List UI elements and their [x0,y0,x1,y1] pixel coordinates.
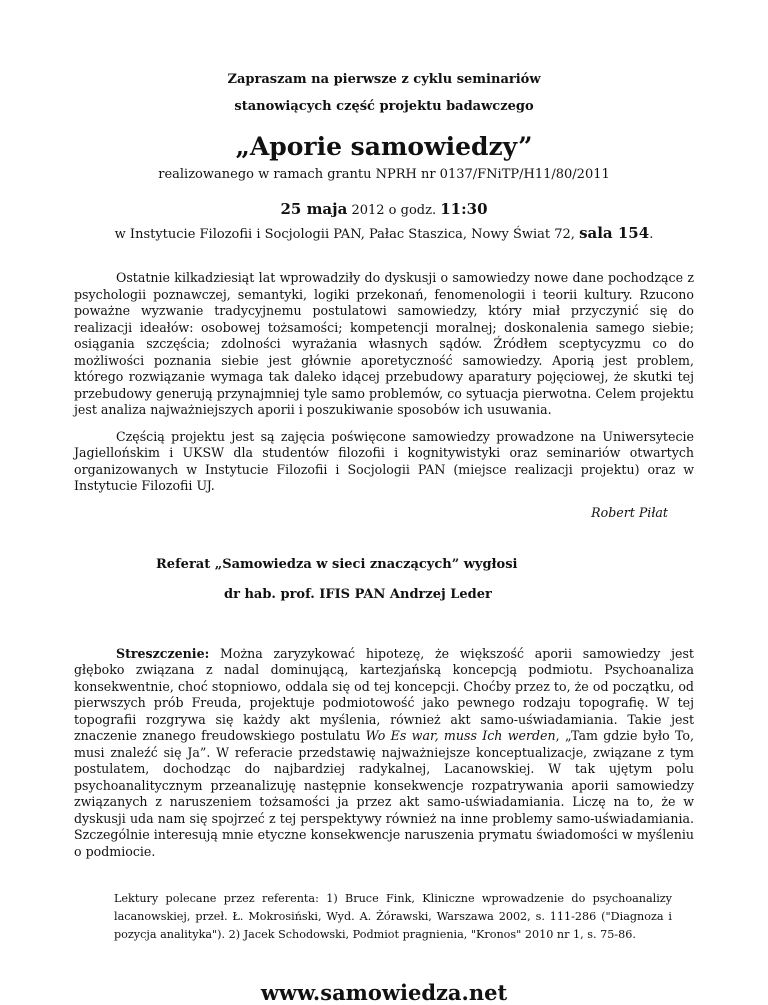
freud-quote: Wo Es war, muss Ich werden [365,728,556,743]
abstract-paragraph [74,646,694,861]
grant-info: realizowanego w ramach grantu NPRH nr 0137/FNiTP/H11/80/2011 [158,167,610,182]
intro-paragraph-1: Ostatnie kilkadziesiąt lat wprowadziły do dyskusji o samowiedzy nowe dane pochodzące z psychologii poznawczej, semantyki, logiki przekonań, fenomenologii i teorii kultury. Rzucono poważne wyzwanie tradycyjnemu postulatowi samowiedzy, który miał przyczynić się do realizacji ideałów: osobowej tożsamości; kompetencji moralnej; doskonalenia samego siebie; osiągania szczęścia; zdolności wyrażania własnych sądów. Źródłem sceptycyzmu co do możliwości poznania siebie jest głównie aporetyczność samowiedzy. Aporią jest problem, którego rozwiązanie wymaga tak daleko idącej przebudowy aparatury pojęciowej, że skutki tej przebudowy generują przynajmniej tyle samo problemów, co sytuacja pierwotna. Celem projektu jest analiza najważniejszych aporii i poszukiwanie sposobów ich usuwania. [74,270,694,417]
seminar-location [74,224,694,242]
invite-line-1: Zapraszam na pierwsze z cyklu seminariów [227,72,541,87]
room-number: sala 154 [579,224,650,242]
recommended-readings: Lektury polecane przez referenta: 1) Bruce Fink, Kliniczne wprowadzenie do psychoanalizy lacanowskiej, przeł. Ł. Mokrosiński, Wyd. A. Żórawski, Warszawa 2002, s. 111-286 ("Diagnoza i pozycja analityka"). 2) Jacek Schodowski, Podmiot pragnienia, "Kronos" 2010 nr 1, s. 75-86. [114,892,672,941]
lecture-title-line: Referat „Samowiedza w sieci znaczących” wygłosi [156,556,518,572]
location-end: . [649,227,654,242]
seminar-title: „Aporie samowiedzy” [235,132,533,161]
intro-paragraph-2: Częścią projektu jest są zajęcia poświęcone samowiedzy prowadzone na Uniwersytecie Jagiellońskim i UKSW dla studentów filozofii i kognitywistyki oraz seminariów otwartych organizowanych w Instytucie Filozofii i Socjologii PAN (miejsce realizacji projektu) oraz w Instytucie Filozofii UJ. [74,428,694,493]
date-day: 25 maja [280,200,348,218]
invite-line-2: stanowiących część projektu badawczego [234,99,534,114]
website-link[interactable]: www.samowiedza.net [260,980,508,1005]
date-time: 11:30 [440,200,488,218]
signature: Robert Piłat [591,504,668,520]
invitation-header [74,66,694,120]
lecture-announcement [74,550,694,610]
abstract-text-b: , „Tam gdzie było To, musi znaleźć się Ja”. W referacie przedstawię najważniejsze konceptualizacje, związane z tym postulatem, dochodząc do najbardziej radykalnej, Lacanowskiej. W tak ujętym polu psychoanalitycznym przeanalizuję następnie konsekwencje rozpatrywania aporii samowiedzy związanych z naruszeniem tożsamości ja przez akt samo-uświadamiania. Liczę na to, że w dyskusji uda nam się spojrzeć z tej perspektywy również na inne problemy samo-uświadamiania. Szczególnie interesują mnie etyczne konsekwencje naruszenia prymatu świadomości w myśleniu o podmiocie. [74,728,694,859]
document-page [74,66,694,1005]
abstract-text-a: Można zaryzykować hipotezę, że większość aporii samowiedzy jest głęboko związana z nadal dominującą, kartezjańską koncepcją podmiotu. Psychoanaliza konsekwentnie, choć stopniowo, oddala się od tej koncepcji. Choćby przez to, że od początku, od pierwszych prób Freuda, projektuje podmiotowość jako pewnego rodzaju topografię. W tej topografii rozgrywa się każdy akt myślenia, również akt samo-uświadamiania. Takie jest znaczenie znanego freudowskiego postulatu [74,645,694,743]
seminar-date [74,200,694,218]
date-year: 2012 o godz. [347,203,441,218]
abstract-label: Streszczenie: [116,645,210,661]
lecturer-name: dr hab. prof. IFIS PAN Andrzej Leder [224,586,492,602]
location-text: w Instytucie Filozofii i Socjologii PAN, Pałac Staszica, Nowy Świat 72, [114,227,580,242]
